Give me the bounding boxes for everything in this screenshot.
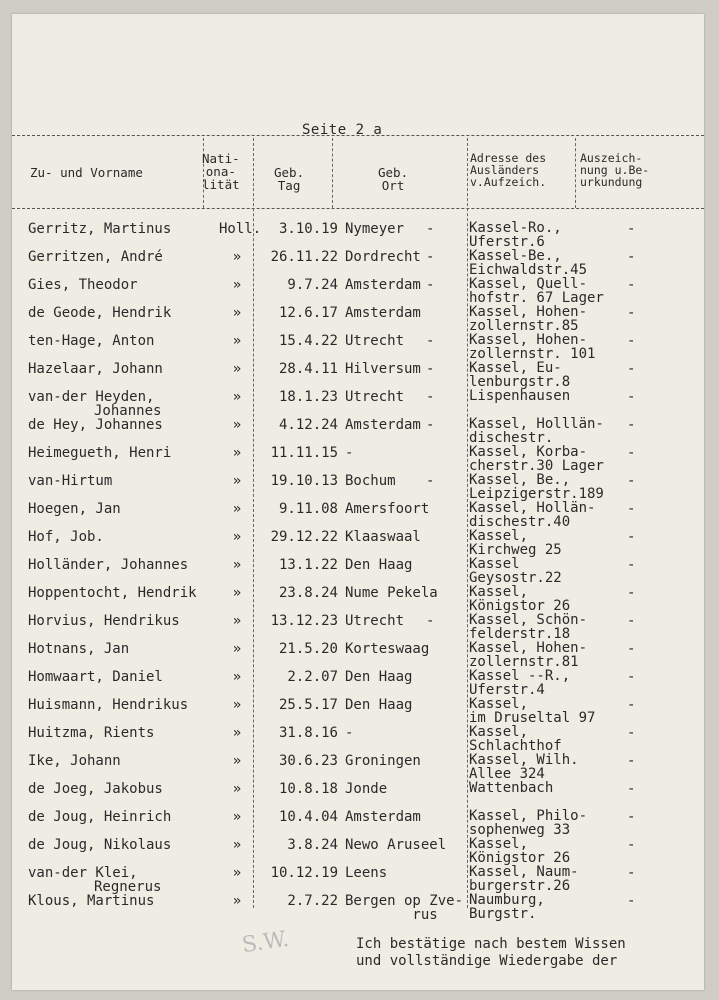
- nationality: »: [232, 753, 242, 769]
- person-name: Huitzma, Rients: [28, 725, 155, 741]
- nationality: »: [232, 249, 242, 265]
- address: Kassel, Schlachthof: [469, 724, 562, 754]
- address: Kassel --R., Uferstr.4: [469, 668, 571, 698]
- nationality: »: [232, 781, 242, 797]
- address: Kassel, Königstor 26: [469, 836, 571, 866]
- birth-place-dash: -: [426, 221, 435, 237]
- birth-date: 30.6.23: [278, 753, 338, 769]
- birth-place: Hilversum: [345, 361, 421, 377]
- record-mark: -: [627, 669, 636, 685]
- birth-place: Groningen: [345, 753, 421, 769]
- birth-place: Amsterdam: [345, 809, 421, 825]
- birth-date: 3.10.19: [278, 221, 338, 237]
- birth-place-dash: -: [426, 473, 435, 489]
- table-row: [12, 670, 704, 698]
- table-row: [12, 250, 704, 278]
- record-mark: -: [627, 753, 636, 769]
- header-bottom-rule: [12, 208, 704, 209]
- person-name: de Joeg, Jakobus: [28, 781, 163, 797]
- table-row: [12, 222, 704, 250]
- birth-place-dash: -: [426, 417, 435, 433]
- nationality: »: [232, 725, 242, 741]
- person-name: Hotnans, Jan: [28, 641, 130, 657]
- birth-place: Korteswaag: [345, 641, 430, 657]
- table-row: [12, 474, 704, 502]
- address: Kassel, Hohen- zollernstr. 101: [469, 332, 596, 362]
- person-name: de Hey, Johannes: [28, 417, 163, 433]
- birth-place: Klaaswaal: [345, 529, 421, 545]
- record-mark: -: [627, 529, 636, 545]
- address: Kassel, Be., Leipzigerstr.189: [469, 472, 604, 502]
- page-title: Seite 2 a: [302, 122, 383, 138]
- birth-place: Bergen op Zve- rus: [345, 893, 464, 923]
- record-mark: -: [627, 781, 636, 797]
- address: Naumburg, Burgstr.: [469, 892, 545, 922]
- nationality: »: [232, 669, 242, 685]
- nationality: »: [232, 893, 242, 909]
- birth-date: 28.4.11: [278, 361, 338, 377]
- table-row: [12, 810, 704, 838]
- birth-place-dash: -: [426, 361, 435, 377]
- birth-date: 10.8.18: [278, 781, 338, 797]
- person-name: Hoegen, Jan: [28, 501, 121, 517]
- person-name: Hoppentocht, Hendrik: [28, 585, 197, 601]
- col-header-birth-place: Geb. Ort: [378, 165, 409, 193]
- birth-date: 19.10.13: [270, 473, 338, 489]
- person-name: Horvius, Hendrikus: [28, 613, 180, 629]
- col-header-birth-date: Geb. Tag: [274, 165, 305, 193]
- nationality: »: [232, 417, 242, 433]
- birth-place: Amersfoort: [345, 501, 430, 517]
- birth-place: Bochum: [345, 473, 396, 489]
- birth-place: Den Haag: [345, 669, 413, 685]
- birth-date: 18.1.23: [278, 389, 338, 405]
- record-mark: -: [627, 473, 636, 489]
- pencil-mark: S.W.: [240, 926, 291, 959]
- nationality: »: [232, 557, 242, 573]
- record-mark: -: [627, 697, 636, 713]
- address: Kassel, Schön- felderstr.18: [469, 612, 588, 642]
- birth-place: Jonde: [345, 781, 388, 797]
- birth-place: Leens: [345, 865, 388, 881]
- record-mark: -: [627, 333, 636, 349]
- person-name: de Geode, Hendrik: [28, 305, 172, 321]
- address: Kassel, im Druseltal 97: [469, 696, 596, 726]
- person-name-continued: Johannes: [94, 403, 162, 419]
- table-row: [12, 866, 704, 894]
- record-mark: -: [627, 277, 636, 293]
- address: Kassel, Naum- burgerstr.26: [469, 864, 579, 894]
- address: Kassel, Hohen- zollernstr.85: [469, 304, 588, 334]
- record-mark: -: [627, 445, 636, 461]
- person-name: Gerritzen, André: [28, 249, 163, 265]
- person-name: ten-Hage, Anton: [28, 333, 155, 349]
- person-name: van-der Klei,: [28, 865, 138, 881]
- birth-date: 29.12.22: [270, 529, 338, 545]
- table-row: [12, 502, 704, 530]
- address: Kassel, Korba- cherstr.30 Lager: [469, 444, 604, 474]
- nationality: »: [232, 697, 242, 713]
- birth-date: 25.5.17: [278, 697, 338, 713]
- person-name: de Joug, Nikolaus: [28, 837, 172, 853]
- nationality: Holl.: [219, 221, 262, 237]
- nationality: »: [232, 333, 242, 349]
- nationality: »: [232, 837, 242, 853]
- table-row: [12, 278, 704, 306]
- nationality: »: [232, 501, 242, 517]
- record-mark: -: [627, 221, 636, 237]
- birth-date: 3.8.24: [287, 837, 338, 853]
- birth-place: Utrecht: [345, 389, 405, 405]
- person-name: Hof, Job.: [28, 529, 104, 545]
- record-mark: -: [627, 585, 636, 601]
- col-divider: [575, 138, 576, 208]
- birth-date: 4.12.24: [278, 417, 338, 433]
- birth-place: -: [345, 725, 354, 741]
- nationality: »: [232, 641, 242, 657]
- nationality: »: [232, 389, 242, 405]
- record-mark: -: [627, 725, 636, 741]
- address: Kassel, Quell- hofstr. 67 Lager: [469, 276, 604, 306]
- birth-place-dash: -: [426, 249, 435, 265]
- table-row: [12, 586, 704, 614]
- address: Wattenbach: [469, 780, 554, 796]
- person-name: Gies, Theodor: [28, 277, 138, 293]
- table-row: [12, 642, 704, 670]
- birth-place: Nume Pekela: [345, 585, 438, 601]
- person-name: van-Hirtum: [28, 473, 113, 489]
- birth-place: Newo Aruseel: [345, 837, 447, 853]
- table-row: [12, 782, 704, 810]
- address: Kassel Geysostr.22: [469, 556, 562, 586]
- birth-place: Amsterdam: [345, 305, 421, 321]
- address: Kassel, Eu- lenburgstr.8: [469, 360, 571, 390]
- table-row: [12, 390, 704, 418]
- person-name: Homwaart, Daniel: [28, 669, 163, 685]
- nationality: »: [232, 585, 242, 601]
- birth-place-dash: -: [426, 389, 435, 405]
- birth-place-dash: -: [426, 277, 435, 293]
- person-name: Hazelaar, Johann: [28, 361, 163, 377]
- record-mark: -: [627, 809, 636, 825]
- birth-place: Amsterdam: [345, 417, 421, 433]
- birth-place-dash: -: [426, 613, 435, 629]
- address: Kassel-Ro., Uferstr.6: [469, 220, 562, 250]
- birth-place: Utrecht: [345, 333, 405, 349]
- record-mark: -: [627, 417, 636, 433]
- birth-date: 13.1.22: [278, 557, 338, 573]
- col-header-address: Adresse des Ausländers v.Aufzeich.: [470, 151, 547, 189]
- table-row: [12, 754, 704, 782]
- nationality: »: [232, 613, 242, 629]
- address: Kassel, Kirchweg 25: [469, 528, 562, 558]
- table-row: [12, 698, 704, 726]
- confirmation-text: Ich bestätige nach bestem Wissen und vollständige Wiedergabe der: [356, 936, 626, 969]
- record-mark: -: [627, 837, 636, 853]
- record-mark: -: [627, 893, 636, 909]
- birth-date: 10.4.04: [278, 809, 338, 825]
- person-name: Ike, Johann: [28, 753, 121, 769]
- address: Kassel, Holllän- dischestr.: [469, 416, 604, 446]
- table-row: [12, 530, 704, 558]
- col-header-nationality: Nati- ona- lität: [202, 151, 240, 192]
- record-mark: -: [627, 613, 636, 629]
- record-mark: -: [627, 865, 636, 881]
- birth-place: Den Haag: [345, 557, 413, 573]
- birth-date: 2.2.07: [287, 669, 338, 685]
- table-row: [12, 334, 704, 362]
- birth-date: 9.11.08: [278, 501, 338, 517]
- document-page: [12, 14, 704, 990]
- person-name: Heimegueth, Henri: [28, 445, 172, 461]
- birth-date: 21.5.20: [278, 641, 338, 657]
- address: Kassel, Philo- sophenweg 33: [469, 808, 588, 838]
- nationality: »: [232, 529, 242, 545]
- birth-date: 13.12.23: [270, 613, 338, 629]
- record-mark: -: [627, 389, 636, 405]
- table-row: [12, 362, 704, 390]
- birth-date: 9.7.24: [287, 277, 338, 293]
- birth-place: Amsterdam: [345, 277, 421, 293]
- nationality: »: [232, 809, 242, 825]
- table-row: [12, 726, 704, 754]
- table-row: [12, 558, 704, 586]
- birth-place: Dordrecht: [345, 249, 421, 265]
- person-name: de Joug, Heinrich: [28, 809, 172, 825]
- birth-date: 11.11.15: [270, 445, 338, 461]
- birth-date: 31.8.16: [278, 725, 338, 741]
- record-mark: -: [627, 641, 636, 657]
- nationality: »: [232, 445, 242, 461]
- table-row: [12, 894, 704, 922]
- person-name-continued: Regnerus: [94, 879, 162, 895]
- birth-place: Den Haag: [345, 697, 413, 713]
- birth-place: Utrecht: [345, 613, 405, 629]
- col-header-record: Auszeich- nung u.Be- urkundung: [580, 151, 650, 189]
- address: Kassel-Be., Eichwaldstr.45: [469, 248, 588, 278]
- birth-place: Nymeyer: [345, 221, 405, 237]
- address: Kassel, Wilh. Allee 324: [469, 752, 579, 782]
- person-name: van-der Heyden,: [28, 389, 155, 405]
- birth-date: 2.7.22: [287, 893, 338, 909]
- record-mark: -: [627, 501, 636, 517]
- table-row: [12, 614, 704, 642]
- birth-date: 10.12.19: [270, 865, 338, 881]
- birth-date: 26.11.22: [270, 249, 338, 265]
- address: Kassel, Hohen- zollernstr.81: [469, 640, 588, 670]
- record-mark: -: [627, 249, 636, 265]
- birth-place-dash: -: [426, 333, 435, 349]
- nationality: »: [232, 473, 242, 489]
- birth-date: 23.8.24: [278, 585, 338, 601]
- header-top-rule: [12, 135, 704, 136]
- birth-place: -: [345, 445, 354, 461]
- address: Kassel, Königstor 26: [469, 584, 571, 614]
- col-header-name: Zu- und Vorname: [30, 165, 143, 180]
- record-mark: -: [627, 305, 636, 321]
- nationality: »: [232, 305, 242, 321]
- birth-date: 12.6.17: [278, 305, 338, 321]
- record-mark: -: [627, 361, 636, 377]
- record-mark: -: [627, 557, 636, 573]
- nationality: »: [232, 277, 242, 293]
- table-row: [12, 418, 704, 446]
- address: Kassel, Hollän- dischestr.40: [469, 500, 596, 530]
- col-divider: [332, 138, 333, 208]
- table-row: [12, 306, 704, 334]
- nationality: »: [232, 865, 242, 881]
- birth-date: 15.4.22: [278, 333, 338, 349]
- table-row: [12, 446, 704, 474]
- person-name: Huismann, Hendrikus: [28, 697, 189, 713]
- table-row: [12, 838, 704, 866]
- address: Lispenhausen: [469, 388, 571, 404]
- nationality: »: [232, 361, 242, 377]
- person-name: Gerritz, Martinus: [28, 221, 172, 237]
- person-name: Holländer, Johannes: [28, 557, 189, 573]
- person-name: Klous, Martinus: [28, 893, 155, 909]
